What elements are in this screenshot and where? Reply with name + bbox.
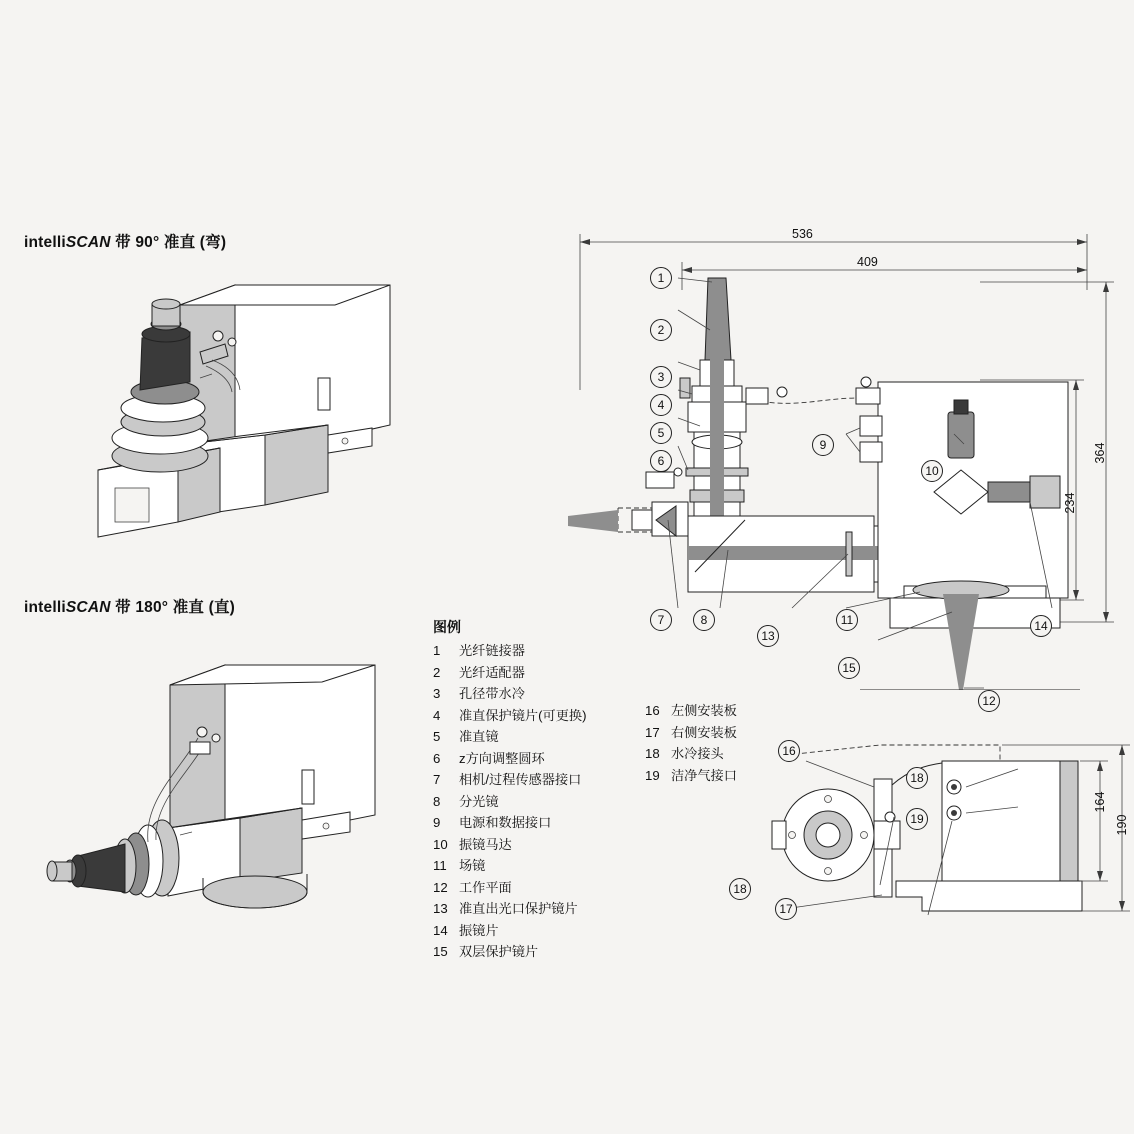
legend-label: 光纤适配器 — [459, 664, 525, 680]
dim-190: 190 — [1115, 814, 1129, 836]
legend-number: 3 — [433, 686, 441, 701]
callout-4[interactable]: 4 — [650, 394, 672, 416]
product-brand-italic: SCAN — [65, 234, 111, 251]
legend-item — [433, 920, 586, 942]
product-brand-regular-2: intelli — [24, 599, 66, 616]
legend-title: 图例 — [433, 619, 461, 635]
legend-column-right — [645, 700, 737, 786]
callout-17[interactable]: 17 — [775, 898, 797, 920]
callout-3[interactable]: 3 — [650, 366, 672, 388]
legend-item — [433, 898, 586, 920]
dim-164: 164 — [1093, 791, 1107, 813]
legend-number: 18 — [645, 746, 660, 761]
isometric-view-180 — [30, 630, 400, 950]
legend-number: 2 — [433, 664, 441, 680]
legend-number: 8 — [433, 793, 441, 809]
callout-14[interactable]: 14 — [1030, 615, 1052, 637]
legend-label: 分光镜 — [459, 793, 499, 809]
dim-409: 409 — [857, 255, 878, 269]
legend-label: 双层保护镜片 — [459, 944, 539, 959]
legend-number: 1 — [433, 643, 441, 658]
callout-7[interactable]: 7 — [650, 609, 672, 631]
legend-item — [433, 791, 586, 813]
legend-label: 准直保护镜片(可更换) — [459, 707, 587, 723]
callout-18-top[interactable]: 18 — [906, 767, 928, 789]
callout-19[interactable]: 19 — [906, 808, 928, 830]
callout-5[interactable]: 5 — [650, 422, 672, 444]
legend-item — [433, 834, 586, 856]
legend-number: 10 — [433, 836, 448, 852]
legend-number: 17 — [645, 724, 660, 740]
callout-2[interactable]: 2 — [650, 319, 672, 341]
legend-label: 洁净气接口 — [671, 767, 737, 783]
legend-item — [645, 700, 737, 722]
callout-6[interactable]: 6 — [650, 450, 672, 472]
legend-label: 场镜 — [459, 858, 486, 873]
product-brand-regular: intelli — [24, 234, 66, 251]
legend-item — [645, 765, 737, 787]
legend-item — [433, 812, 586, 834]
callout-13[interactable]: 13 — [757, 625, 779, 647]
isometric-view-90 — [60, 260, 400, 570]
product-desc-2: 带 180° 准直 (直) — [110, 599, 236, 616]
callout-12[interactable]: 12 — [978, 690, 1000, 712]
technical-drawing-front-view — [770, 725, 1130, 935]
legend-label: z方向调整圆环 — [459, 750, 545, 766]
dim-364: 364 — [1093, 442, 1107, 464]
legend-label: 准直镜 — [459, 729, 499, 744]
legend-label: 水冷接头 — [671, 746, 724, 761]
legend-label: 振镜马达 — [459, 836, 512, 852]
product-title-180 — [24, 595, 235, 617]
legend-label: 右侧安装板 — [671, 724, 737, 740]
legend-number: 4 — [433, 707, 441, 723]
legend-item — [433, 769, 586, 791]
legend-number: 19 — [645, 767, 660, 783]
legend-label: 电源和数据接口 — [459, 815, 552, 830]
legend-item — [433, 941, 586, 963]
legend-label: 工作平面 — [459, 879, 512, 895]
legend-item — [433, 705, 586, 727]
legend-number: 5 — [433, 729, 441, 744]
product-desc: 带 90° 准直 (弯) — [110, 234, 227, 251]
legend-number: 7 — [433, 772, 441, 787]
legend-item — [433, 726, 586, 748]
callout-9[interactable]: 9 — [812, 434, 834, 456]
product-title-90 — [24, 230, 226, 252]
legend-number: 14 — [433, 922, 448, 938]
callout-10[interactable]: 10 — [921, 460, 943, 482]
legend-number: 12 — [433, 879, 448, 895]
legend-label: 左侧安装板 — [671, 703, 737, 718]
dim-234: 234 — [1063, 492, 1077, 514]
legend-label: 光纤链接器 — [459, 643, 525, 658]
callout-16[interactable]: 16 — [778, 740, 800, 762]
legend-number: 15 — [433, 944, 448, 959]
callout-8[interactable]: 8 — [693, 609, 715, 631]
legend-number: 16 — [645, 703, 660, 718]
legend-item — [433, 877, 586, 899]
legend-label: 振镜片 — [459, 922, 499, 938]
legend-number: 11 — [433, 858, 447, 873]
legend-item — [433, 748, 586, 770]
callout-15[interactable]: 15 — [838, 657, 860, 679]
legend-item — [645, 743, 737, 765]
product-brand-italic-2: SCAN — [65, 599, 111, 616]
legend-number: 13 — [433, 901, 448, 916]
legend-number: 6 — [433, 750, 441, 766]
legend-item — [433, 855, 586, 877]
callout-1[interactable]: 1 — [650, 267, 672, 289]
legend-label: 准直出光口保护镜片 — [459, 901, 578, 916]
dim-536: 536 — [792, 227, 813, 241]
callout-18-bottom[interactable]: 18 — [729, 878, 751, 900]
callout-11[interactable]: 11 — [836, 609, 858, 631]
legend-item — [645, 722, 737, 744]
legend-label: 孔径带水冷 — [459, 686, 525, 701]
legend-label: 相机/过程传感器接口 — [459, 772, 582, 787]
legend-number: 9 — [433, 815, 441, 830]
